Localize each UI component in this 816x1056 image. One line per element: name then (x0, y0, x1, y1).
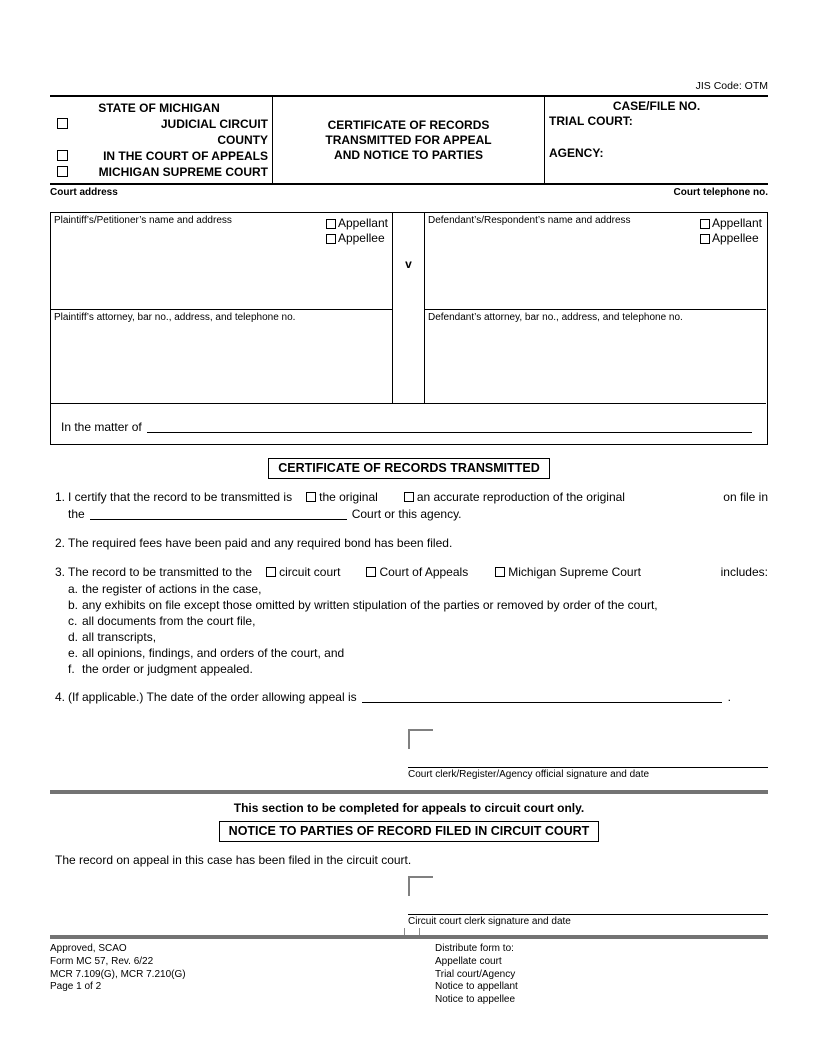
court-of-appeals-checkbox[interactable] (57, 150, 68, 161)
plaintiff-appellant-label: Appellant (337, 215, 388, 230)
footer-divider-wrap (50, 935, 768, 939)
row-judicial-circuit (50, 116, 268, 132)
case-file-no-label: CASE/FILE NO. (612, 99, 701, 113)
attorney-gap-cell (393, 310, 424, 404)
item-3b (50, 597, 768, 613)
agency-label: AGENCY: (549, 146, 604, 160)
circuit-clerk-signature-label: Circuit court clerk signature and date (408, 916, 571, 927)
plaintiff-attorney-label: Plaintiff’s attorney, bar no., address, and telephone no. (54, 312, 296, 323)
supreme-court-label: MICHIGAN SUPREME COURT (98, 165, 268, 179)
plaintiff-party-role (326, 215, 388, 245)
defendant-name-label: Defendant’s/Respondent’s name and address (428, 215, 631, 226)
reproduction-label: an accurate reproduction of the original (416, 490, 625, 504)
notice-heading-wrap (50, 821, 768, 842)
item-3f-text: the order or judgment appealed. (82, 662, 253, 676)
item-3e-letter: e. (68, 646, 79, 660)
distribute-appellate-court: Appellate court (435, 955, 502, 967)
footer-form-number: Form MC 57, Rev. 6/22 (50, 955, 154, 967)
item-1-the: the (68, 507, 85, 521)
footer-approval-block (50, 943, 435, 1007)
plaintiff-name-box[interactable] (51, 213, 393, 310)
form-footer (50, 943, 768, 1007)
supreme-court-option (495, 564, 641, 581)
reproduction-checkbox[interactable] (404, 492, 414, 502)
distribute-appellee: Notice to appellee (435, 994, 516, 1006)
row-court-of-appeals (50, 148, 268, 164)
case-info-cell (545, 97, 768, 183)
supreme-court-checkbox[interactable] (57, 166, 68, 177)
distribute-heading: Distribute form to: (435, 943, 514, 954)
circuit-court-label: circuit court (279, 565, 341, 579)
divider-tick (419, 928, 420, 935)
in-the-matter-label: In the matter of (61, 420, 142, 434)
plaintiff-appellee-row (326, 230, 388, 245)
court-address-row (50, 185, 768, 202)
jis-code: JIS Code: OTM (695, 80, 768, 92)
distribute-trial-court: Trial court/Agency (435, 968, 516, 980)
defendant-attorney-label: Defendant’s attorney, bar no., address, and telephone no. (428, 312, 683, 323)
item-3e (50, 645, 768, 661)
court-address-label: Court address (50, 187, 118, 198)
defendant-appellant-label: Appellant (711, 215, 762, 230)
item-3c (50, 613, 768, 629)
item-4-number: 4. (55, 690, 66, 704)
certificate-heading: CERTIFICATE OF RECORDS TRANSMITTED (268, 458, 550, 479)
notice-heading: NOTICE TO PARTIES OF RECORD FILED IN CIRCUIT COURT (219, 821, 600, 842)
notice-body: The record on appeal in this case has been filed in the circuit court. (55, 853, 412, 867)
plaintiff-name-label: Plaintiff’s/Petitioner’s name and address (54, 215, 232, 226)
clerk-signature-block (408, 729, 768, 781)
circuit-court-option (266, 564, 340, 581)
item-3e-text: all opinions, findings, and orders of the court, and (82, 646, 345, 660)
state-heading: STATE OF MICHIGAN (98, 101, 220, 115)
court-phone-label: Court telephone no. (673, 187, 768, 198)
item-4-text: (If applicable.) The date of the order allowing appeal is (68, 690, 357, 704)
form-title-line3: AND NOTICE TO PARTIES (334, 147, 483, 162)
item-4 (50, 689, 768, 706)
defendant-attorney-box[interactable] (424, 310, 766, 404)
item-3d-text: all transcripts, (82, 630, 157, 644)
party-table (50, 212, 768, 445)
item-1-court-or-agency: Court or this agency. (351, 507, 462, 521)
item-1-line2 (50, 506, 768, 523)
order-date-field[interactable] (362, 691, 722, 703)
signature-corner-mark-2 (408, 876, 433, 896)
item-3-text: The record to be transmitted to the (68, 565, 253, 579)
defendant-appellee-row (700, 230, 762, 245)
judicial-circuit-label: JUDICIAL CIRCUIT (160, 117, 268, 131)
row-county (50, 132, 268, 148)
defendant-party-role (700, 215, 762, 245)
original-label: the original (319, 490, 378, 504)
in-the-matter-row (51, 404, 766, 444)
original-option (306, 489, 378, 506)
distribute-appellant: Notice to appellant (435, 981, 518, 993)
item-1-tail: on file in (723, 490, 768, 504)
certificate-heading-wrap (50, 458, 768, 479)
divider-tick (404, 928, 405, 935)
item-1-text: I certify that the record to be transmitted is (68, 490, 293, 504)
footer-distribution-block (435, 943, 518, 1007)
item-3-tail: includes: (720, 565, 768, 579)
item-3f (50, 661, 768, 677)
circuit-clerk-signature-block (408, 876, 768, 928)
clerk-signature-label: Court clerk/Register/Agency official signature and date (408, 769, 650, 780)
versus-label: v (405, 257, 412, 271)
in-the-matter-field[interactable] (147, 421, 752, 433)
item-3b-letter: b. (68, 598, 79, 612)
appeals-court-checkbox[interactable] (366, 567, 376, 577)
form-title-line1: CERTIFICATE OF RECORDS (327, 117, 490, 132)
footer-approved: Approved, SCAO (50, 943, 127, 954)
reproduction-option (404, 489, 625, 506)
plaintiff-appellant-checkbox[interactable] (326, 219, 336, 229)
form-title-line2: TRANSMITTED FOR APPEAL (325, 132, 492, 147)
defendant-name-box[interactable] (424, 213, 766, 310)
plaintiff-appellee-label: Appellee (337, 230, 385, 245)
form-title (272, 97, 545, 183)
item-3d (50, 629, 768, 645)
court-of-appeals-label: IN THE COURT OF APPEALS (103, 149, 268, 163)
caption-table (50, 95, 768, 185)
appeals-court-option (366, 564, 468, 581)
versus-cell (393, 213, 424, 310)
item-3c-letter: c. (68, 614, 78, 628)
defendant-appellee-checkbox[interactable] (700, 234, 710, 244)
plaintiff-attorney-box[interactable] (51, 310, 393, 404)
item-3-number: 3. (55, 565, 66, 579)
item-3b-text: any exhibits on file except those omitted by written stipulation of the parties or removed by order of the court, (82, 598, 658, 612)
court-name-field[interactable] (90, 508, 347, 520)
notice-intro: This section to be completed for appeals to circuit court only. (233, 801, 585, 815)
row-supreme-court (50, 164, 268, 180)
item-3c-text: all documents from the court file, (82, 614, 256, 628)
footer-page-number: Page 1 of 2 (50, 981, 102, 993)
item-4-period: . (727, 690, 731, 704)
defendant-appellee-label: Appellee (711, 230, 759, 245)
judicial-circuit-checkbox[interactable] (57, 118, 68, 129)
footer-mcr-refs: MCR 7.109(G), MCR 7.210(G) (50, 968, 186, 980)
defendant-appellant-row (700, 215, 762, 230)
plaintiff-appellant-row (326, 215, 388, 230)
section-divider (50, 790, 768, 794)
item-2 (50, 535, 768, 552)
item-3f-letter: f. (68, 662, 75, 676)
item-3d-letter: d. (68, 630, 79, 644)
trial-court-label: TRIAL COURT: (549, 114, 633, 128)
original-checkbox[interactable] (306, 492, 316, 502)
court-selection-cell (50, 97, 272, 183)
appeals-court-label: Court of Appeals (379, 565, 469, 579)
item-1-number: 1. (55, 490, 66, 504)
county-label: COUNTY (217, 133, 268, 147)
plaintiff-appellee-checkbox[interactable] (326, 234, 336, 244)
signature-corner-mark (408, 729, 433, 749)
item-2-number: 2. (55, 536, 66, 550)
item-3a-text: the register of actions in the case, (82, 582, 262, 596)
supreme-court-transmit-checkbox[interactable] (495, 567, 505, 577)
defendant-appellant-checkbox[interactable] (700, 219, 710, 229)
circuit-court-checkbox[interactable] (266, 567, 276, 577)
item-2-text: The required fees have been paid and any required bond has been filed. (68, 536, 453, 550)
item-1 (50, 489, 768, 506)
item-3 (50, 564, 768, 581)
item-3a (50, 581, 768, 597)
item-3a-letter: a. (68, 582, 79, 596)
footer-divider (50, 935, 768, 939)
supreme-court-transmit-label: Michigan Supreme Court (508, 565, 641, 579)
